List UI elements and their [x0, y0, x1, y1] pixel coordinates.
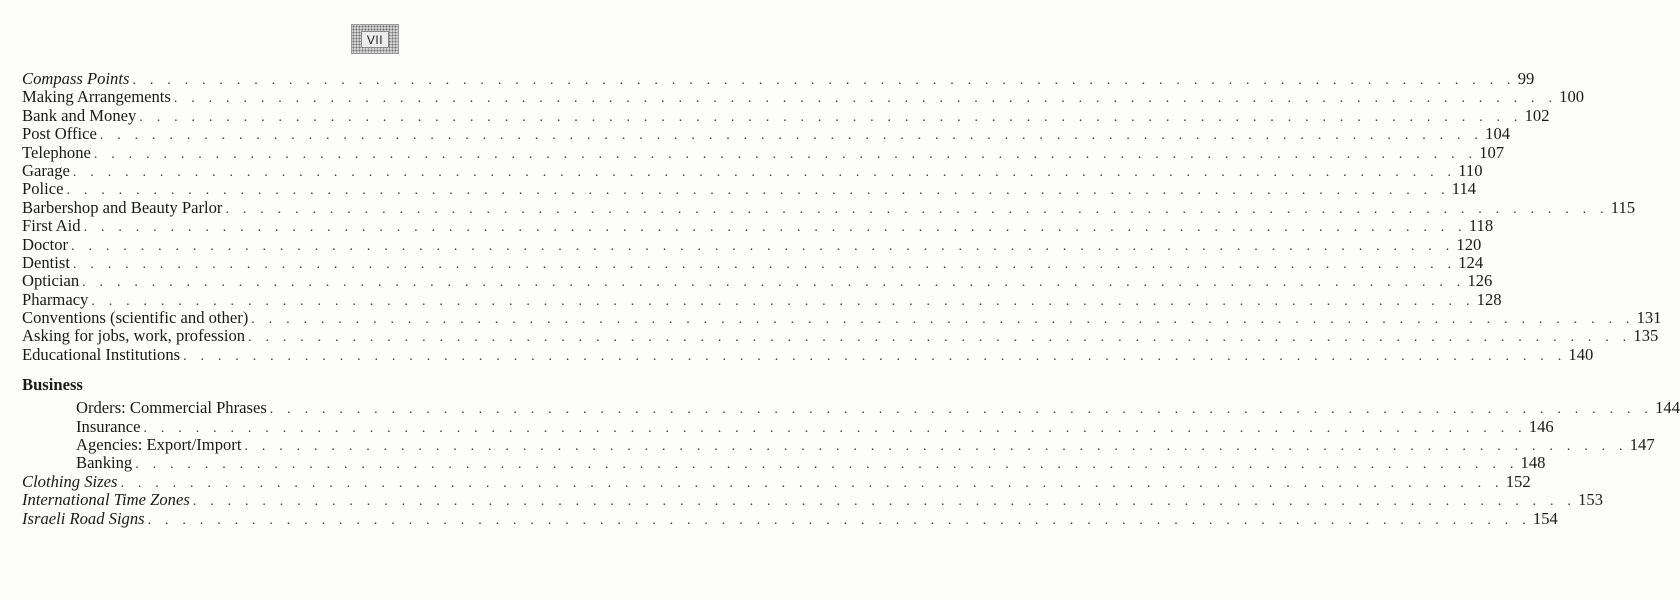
toc-entry-page-number: 152 [1505, 471, 1531, 491]
dot-leader: . . . . . . . . . . . . . . . . . . . . . . . . . . . . . . . . . . . . . . . . . . . . . . . . . . . . . . . . . . . . . . . . . . . . . . . . . . . . . . . . [244, 439, 1628, 455]
toc-entry-page-number: 107 [1479, 142, 1505, 162]
toc-entry-page-number: 100 [1559, 87, 1585, 107]
dot-leader: . . . . . . . . . . . . . . . . . . . . . . . . . . . . . . . . . . . . . . . . . . . . . . . . . . . . . . . . . . . . . . . . . . . . . . . . . . . . . . . . [147, 512, 1531, 528]
dot-leader: . . . . . . . . . . . . . . . . . . . . . . . . . . . . . . . . . . . . . . . . . . . . . . . . . . . . . . . . . . . . . . . . . . . . . . . . . . . . . . . . [183, 348, 1567, 364]
toc-entry [22, 289, 1502, 309]
toc-entry-page-number: 124 [1458, 252, 1484, 272]
dot-leader: . . . . . . . . . . . . . . . . . . . . . . . . . . . . . . . . . . . . . . . . . . . . . . . . . . . . . . . . . . . . . . . . . . . . . . . . . . . . . . . . [135, 457, 1519, 473]
toc-entry-page-number: 115 [1610, 197, 1636, 217]
toc-entry-page-number: 147 [1629, 435, 1655, 455]
toc-entry-title: Orders: Commercial Phrases [76, 398, 267, 418]
dot-leader: . . . . . . . . . . . . . . . . . . . . . . . . . . . . . . . . . . . . . . . . . . . . . . . . . . . . . . . . . . . . . . . . . . . . . . . . . . . . . . . . [225, 201, 1609, 217]
toc-entry-page-number: 126 [1467, 271, 1493, 291]
toc-entry [22, 435, 1655, 455]
toc-entry-title: Dentist [22, 252, 70, 272]
toc-entry-title: Telephone [22, 142, 91, 162]
toc-entry-page-number: 104 [1485, 124, 1511, 144]
toc-entry-page-number: 135 [1633, 326, 1659, 346]
toc-entry-page-number: 131 [1636, 308, 1662, 328]
toc-entry [22, 308, 1662, 328]
dot-leader: . . . . . . . . . . . . . . . . . . . . . . . . . . . . . . . . . . . . . . . . . . . . . . . . . . . . . . . . . . . . . . . . . . . . . . . . . . . . . . . . [192, 494, 1577, 510]
toc-entry-title: Banking [76, 453, 133, 473]
toc-entry [22, 216, 1494, 236]
toc-entry-title: Compass Points [22, 69, 130, 88]
toc-entry-title: Bank and Money [22, 105, 137, 125]
dot-leader: . . . . . . . . . . . . . . . . . . . . . . . . . . . . . . . . . . . . . . . . . . . . . . . . . . . . . . . . . . . . . . . . . . . . . . . . . . . . . . . . [143, 420, 1527, 436]
toc-entry-page-number: 128 [1476, 289, 1502, 309]
dot-leader: . . . . . . . . . . . . . . . . . . . . . . . . . . . . . . . . . . . . . . . . . . . . . . . . . . . . . . . . . . . . . . . . . . . . . . . . . . . . . . . . [93, 146, 1478, 162]
toc-entry-page-number: 153 [1578, 490, 1603, 510]
toc-entry-title: Agencies: Export/Import [76, 435, 242, 455]
toc-entry [22, 490, 1603, 510]
toc-entry-page-number: 140 [1568, 344, 1594, 364]
business-heading: Business [22, 375, 83, 395]
dot-leader: . . . . . . . . . . . . . . . . . . . . . . . . . . . . . . . . . . . . . . . . . . . . . . . . . . . . . . . . . . . . . . . . . . . . . . . . . . . . . . . . [269, 402, 1654, 418]
toc-entry-title: Optician [22, 271, 80, 291]
toc-entry-title: Conventions (scientific and other) [22, 308, 249, 328]
toc-entry-page-number: 118 [1468, 216, 1494, 236]
toc-entry-title: Police [22, 179, 64, 199]
toc-entry-title: Israeli Road Signs [22, 508, 145, 528]
page-number-label: VII [361, 31, 389, 48]
toc-entry-page-number: 146 [1528, 416, 1554, 436]
toc-entry [22, 271, 1493, 291]
toc-entry [22, 252, 1484, 272]
toc-entry-title: International Time Zones [22, 490, 190, 510]
toc-entry [22, 160, 1483, 180]
dot-leader: . . . . . . . . . . . . . . . . . . . . . . . . . . . . . . . . . . . . . . . . . . . . . . . . . . . . . . . . . . . . . . . . . . . . . . . . . . . . . . . . [132, 73, 1516, 88]
toc-entry [22, 179, 1477, 199]
toc-main-entries [22, 69, 1662, 364]
toc-entry-title: Asking for jobs, work, profession [22, 326, 246, 346]
dot-leader: . . . . . . . . . . . . . . . . . . . . . . . . . . . . . . . . . . . . . . . . . . . . . . . . . . . . . . . . . . . . . . . . . . . . . . . . . . . . . . . . [72, 256, 1457, 272]
toc-trailing-entries [22, 471, 1603, 528]
toc-entry-title: Doctor [22, 234, 69, 254]
toc-entry [22, 326, 1659, 346]
dot-leader: . . . . . . . . . . . . . . . . . . . . . . . . . . . . . . . . . . . . . . . . . . . . . . . . . . . . . . . . . . . . . . . . . . . . . . . . . . . . . . . . [251, 312, 1635, 328]
toc-entry-title: First Aid [22, 216, 81, 236]
toc-entry-page-number: 102 [1524, 105, 1550, 125]
dot-leader: . . . . . . . . . . . . . . . . . . . . . . . . . . . . . . . . . . . . . . . . . . . . . . . . . . . . . . . . . . . . . . . . . . . . . . . . . . . . . . . . [99, 128, 1484, 144]
toc-entry-title: Garage [22, 160, 70, 180]
toc-entry [22, 471, 1531, 491]
table-of-contents [22, 69, 1680, 528]
dot-leader: . . . . . . . . . . . . . . . . . . . . . . . . . . . . . . . . . . . . . . . . . . . . . . . . . . . . . . . . . . . . . . . . . . . . . . . . . . . . . . . . [72, 164, 1457, 180]
toc-entry [22, 344, 1594, 364]
toc-entry [22, 508, 1558, 528]
toc-entry-title: Barbershop and Beauty Parlor [22, 197, 223, 217]
toc-entry [22, 142, 1505, 162]
dot-leader: . . . . . . . . . . . . . . . . . . . . . . . . . . . . . . . . . . . . . . . . . . . . . . . . . . . . . . . . . . . . . . . . . . . . . . . . . . . . . . . . [66, 183, 1450, 199]
toc-entry [22, 197, 1636, 217]
dot-leader: . . . . . . . . . . . . . . . . . . . . . . . . . . . . . . . . . . . . . . . . . . . . . . . . . . . . . . . . . . . . . . . . . . . . . . . . . . . . . . . . [120, 475, 1504, 491]
dot-leader: . . . . . . . . . . . . . . . . . . . . . . . . . . . . . . . . . . . . . . . . . . . . . . . . . . . . . . . . . . . . . . . . . . . . . . . . . . . . . . . . [71, 238, 1455, 254]
toc-entry-title: Making Arrangements [22, 87, 171, 107]
toc-business-entries [22, 398, 1680, 473]
dot-leader: . . . . . . . . . . . . . . . . . . . . . . . . . . . . . . . . . . . . . . . . . . . . . . . . . . . . . . . . . . . . . . . . . . . . . . . . . . . . . . . . [173, 91, 1558, 107]
toc-entry [22, 234, 1482, 254]
toc-entry-title: Post Office [22, 124, 97, 144]
dot-leader: . . . . . . . . . . . . . . . . . . . . . . . . . . . . . . . . . . . . . . . . . . . . . . . . . . . . . . . . . . . . . . . . . . . . . . . . . . . . . . . . [91, 293, 1475, 309]
toc-entry [22, 453, 1546, 473]
toc-entry-page-number: 148 [1520, 453, 1546, 473]
toc-entry [22, 124, 1511, 144]
toc-entry-page-number: 120 [1456, 234, 1482, 254]
toc-entry [22, 87, 1585, 107]
dot-leader: . . . . . . . . . . . . . . . . . . . . . . . . . . . . . . . . . . . . . . . . . . . . . . . . . . . . . . . . . . . . . . . . . . . . . . . . . . . . . . . . [83, 220, 1467, 236]
toc-entry [22, 69, 1535, 88]
dot-leader: . . . . . . . . . . . . . . . . . . . . . . . . . . . . . . . . . . . . . . . . . . . . . . . . . . . . . . . . . . . . . . . . . . . . . . . . . . . . . . . . [139, 109, 1523, 125]
toc-entry [22, 416, 1554, 436]
toc-entry-page-number: 110 [1458, 160, 1483, 180]
dot-leader: . . . . . . . . . . . . . . . . . . . . . . . . . . . . . . . . . . . . . . . . . . . . . . . . . . . . . . . . . . . . . . . . . . . . . . . . . . . . . . . . [82, 275, 1466, 291]
toc-entry [22, 105, 1550, 125]
toc-entry-page-number: 114 [1451, 179, 1477, 199]
toc-entry [22, 398, 1680, 418]
toc-entry-page-number: 154 [1532, 508, 1558, 528]
toc-entry-page-number: 144 [1655, 398, 1680, 418]
page-number-badge [351, 24, 399, 54]
dot-leader: . . . . . . . . . . . . . . . . . . . . . . . . . . . . . . . . . . . . . . . . . . . . . . . . . . . . . . . . . . . . . . . . . . . . . . . . . . . . . . . . [248, 330, 1632, 346]
toc-entry-title: Insurance [76, 416, 141, 436]
toc-entry-title: Pharmacy [22, 289, 89, 309]
toc-entry-page-number: 99 [1517, 69, 1535, 88]
toc-entry-title: Clothing Sizes [22, 471, 118, 491]
toc-entry-title: Educational Institutions [22, 344, 181, 364]
